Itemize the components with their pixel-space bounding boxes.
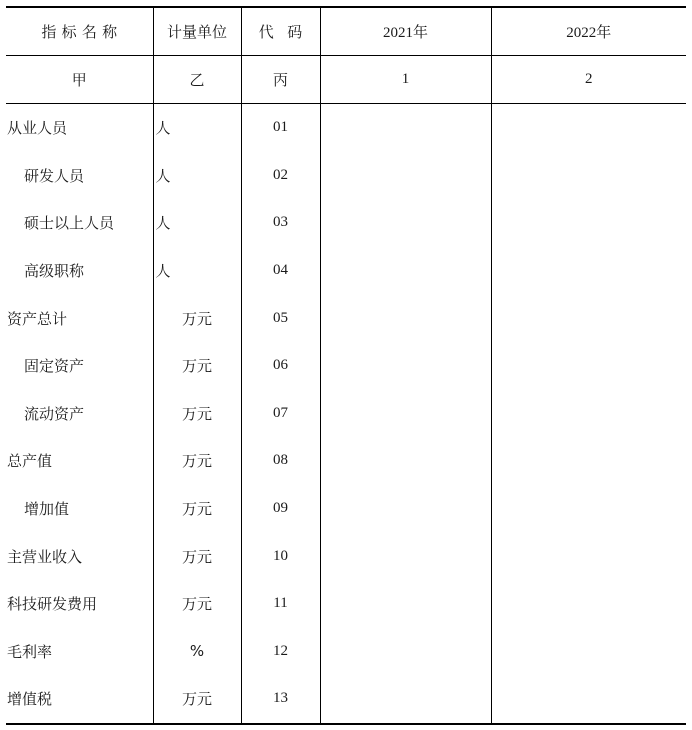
row-name: 资产总计 xyxy=(7,309,68,328)
row-code: 08 xyxy=(241,437,320,485)
table-row xyxy=(6,104,686,152)
row-code: 04 xyxy=(241,247,320,295)
header-unit: 计量单位 xyxy=(153,7,241,56)
row-name: 增加值 xyxy=(24,500,70,519)
table-row xyxy=(6,390,686,438)
table-row xyxy=(6,580,686,628)
row-name: 固定资产 xyxy=(24,357,85,376)
row-unit: 人 xyxy=(153,104,241,152)
row-unit: 万元 xyxy=(153,390,241,438)
header-year-2021: 2021年 xyxy=(320,7,491,56)
value-cell-2022[interactable] xyxy=(491,199,686,247)
table-row xyxy=(6,199,686,247)
value-cell-2021[interactable] xyxy=(320,580,491,628)
value-cell-2022[interactable] xyxy=(491,485,686,533)
table-row xyxy=(6,294,686,342)
row-name: 从业人员 xyxy=(7,119,68,138)
value-cell-2021[interactable] xyxy=(320,104,491,152)
row-code: 11 xyxy=(241,580,320,628)
row-name: 主营业收入 xyxy=(7,547,83,566)
value-cell-2021[interactable] xyxy=(320,390,491,438)
value-cell-2022[interactable] xyxy=(491,152,686,200)
table-body xyxy=(6,104,686,724)
value-cell-2021[interactable] xyxy=(320,437,491,485)
value-cell-2022[interactable] xyxy=(491,532,686,580)
value-cell-2021[interactable] xyxy=(320,485,491,533)
row-code: 12 xyxy=(241,628,320,676)
table-row xyxy=(6,152,686,200)
row-unit: 万元 xyxy=(153,675,241,724)
row-code: 10 xyxy=(241,532,320,580)
row-code: 02 xyxy=(241,152,320,200)
row-name: 硕士以上人员 xyxy=(24,214,115,233)
value-cell-2022[interactable] xyxy=(491,580,686,628)
row-code: 03 xyxy=(241,199,320,247)
row-name: 科技研发费用 xyxy=(7,595,98,614)
row-unit: % xyxy=(153,628,241,676)
value-cell-2022[interactable] xyxy=(491,342,686,390)
value-cell-2022[interactable] xyxy=(491,390,686,438)
header-row xyxy=(6,7,686,56)
subheader-code: 丙 xyxy=(241,56,320,104)
table-row xyxy=(6,675,686,724)
row-unit: 人 xyxy=(153,152,241,200)
row-code: 06 xyxy=(241,342,320,390)
row-code: 09 xyxy=(241,485,320,533)
row-unit: 万元 xyxy=(153,580,241,628)
indicator-table xyxy=(6,6,686,725)
table-row xyxy=(6,485,686,533)
subheader-row xyxy=(6,56,686,104)
value-cell-2022[interactable] xyxy=(491,104,686,152)
row-name: 增值税 xyxy=(6,675,153,724)
value-cell-2021[interactable] xyxy=(320,247,491,295)
indicator-form xyxy=(6,6,686,724)
row-name: 总产值 xyxy=(7,452,53,471)
row-unit: 人 xyxy=(153,247,241,295)
row-name: 研发人员 xyxy=(24,166,85,185)
table-row xyxy=(6,628,686,676)
value-cell-2021[interactable] xyxy=(320,199,491,247)
subheader-name: 甲 xyxy=(6,56,153,104)
value-cell-2021[interactable] xyxy=(320,628,491,676)
row-name: 毛利率 xyxy=(7,642,53,661)
value-cell-2021[interactable] xyxy=(320,675,491,724)
value-cell-2022[interactable] xyxy=(491,675,686,724)
subheader-year1: 1 xyxy=(320,56,491,104)
row-code: 13 xyxy=(241,675,320,724)
row-unit: 万元 xyxy=(153,342,241,390)
value-cell-2021[interactable] xyxy=(320,294,491,342)
row-unit: 万元 xyxy=(153,437,241,485)
row-unit: 万元 xyxy=(153,294,241,342)
table-row xyxy=(6,247,686,295)
subheader-year2: 2 xyxy=(491,56,686,104)
header-code: 代码 xyxy=(241,7,320,56)
row-name: 流动资产 xyxy=(24,404,85,423)
header-year-2022: 2022年 xyxy=(491,7,686,56)
subheader-unit: 乙 xyxy=(153,56,241,104)
header-indicator-name: 指标名称 xyxy=(6,7,153,56)
table-row xyxy=(6,532,686,580)
value-cell-2021[interactable] xyxy=(320,342,491,390)
row-unit: 人 xyxy=(153,199,241,247)
table-row xyxy=(6,437,686,485)
row-code: 07 xyxy=(241,390,320,438)
row-unit: 万元 xyxy=(153,485,241,533)
value-cell-2022[interactable] xyxy=(491,294,686,342)
row-code: 01 xyxy=(241,104,320,152)
row-name: 高级职称 xyxy=(24,262,85,281)
value-cell-2022[interactable] xyxy=(491,247,686,295)
value-cell-2022[interactable] xyxy=(491,628,686,676)
value-cell-2021[interactable] xyxy=(320,532,491,580)
value-cell-2022[interactable] xyxy=(491,437,686,485)
value-cell-2021[interactable] xyxy=(320,152,491,200)
row-unit: 万元 xyxy=(153,532,241,580)
table-row xyxy=(6,342,686,390)
row-code: 05 xyxy=(241,294,320,342)
